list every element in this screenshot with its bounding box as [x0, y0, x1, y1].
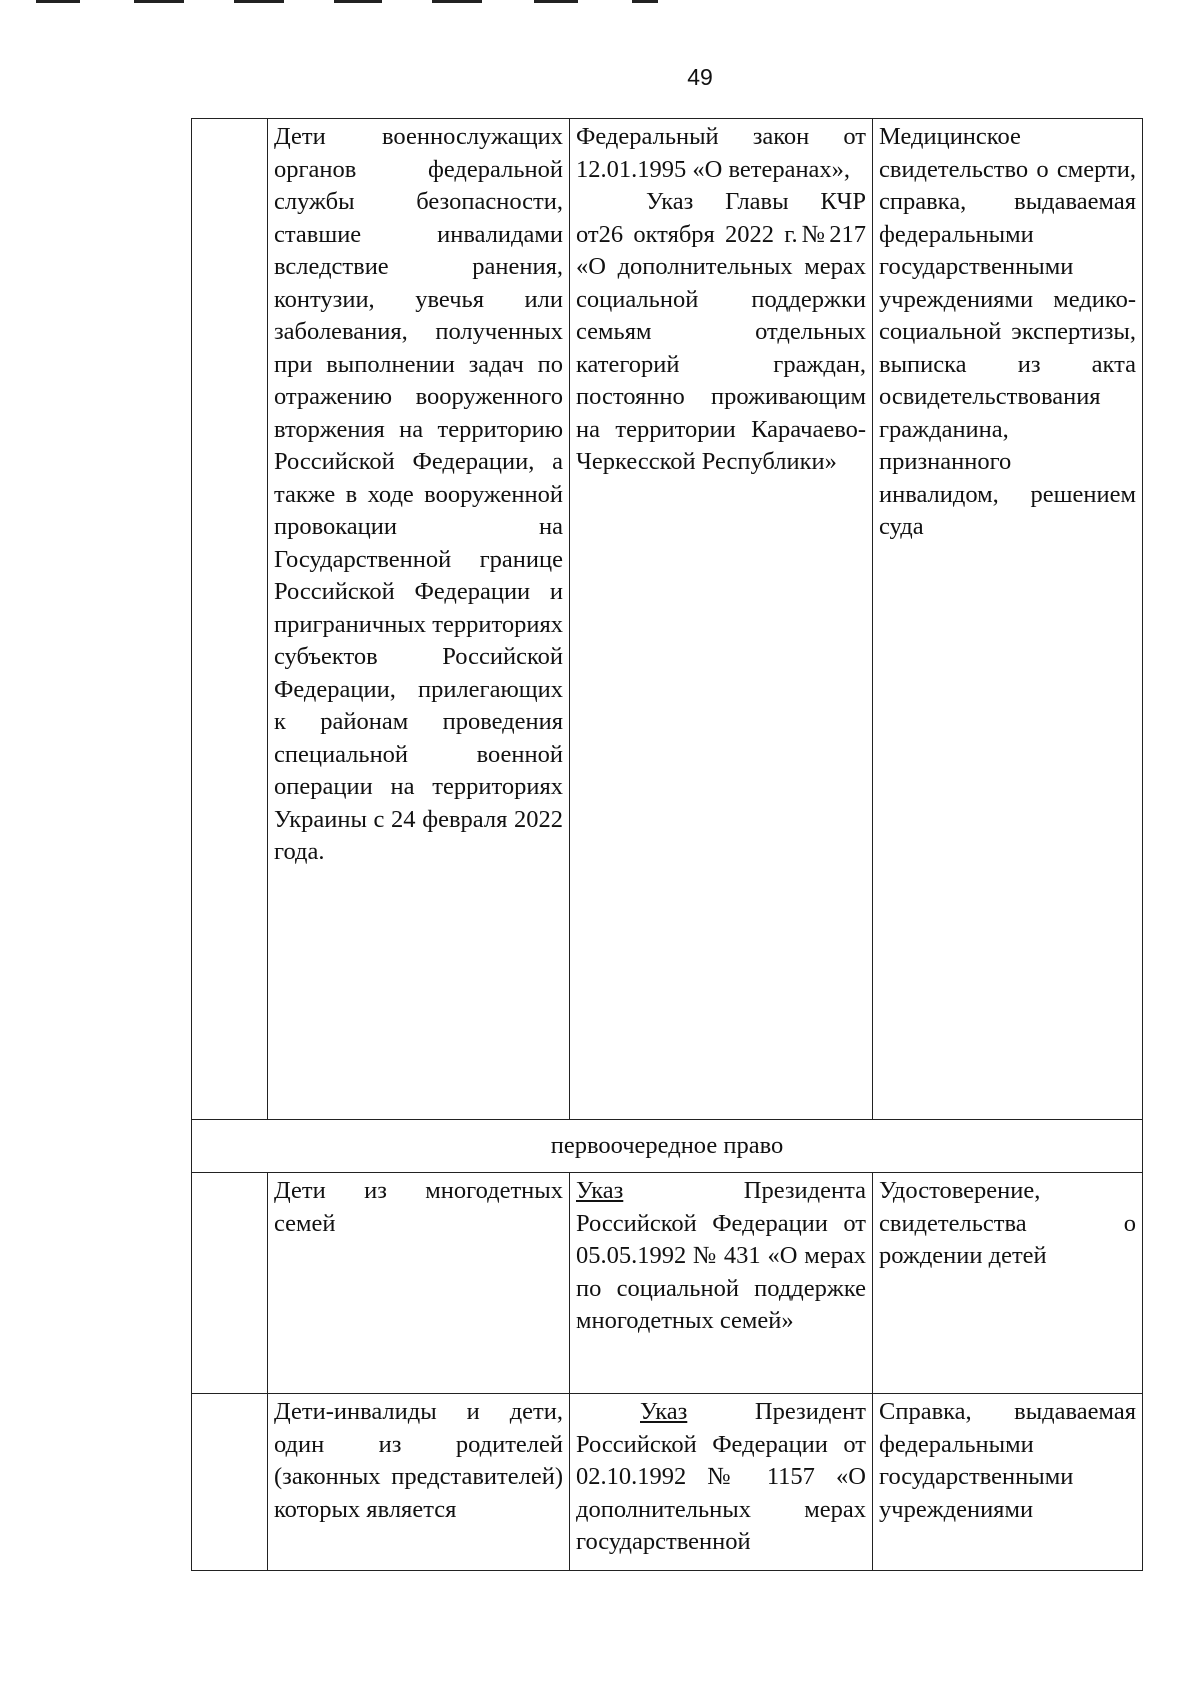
documents-cell: Удостоверение, свидетельства о рождении детей [873, 1173, 1143, 1394]
legal-basis-cell [570, 119, 873, 1120]
section-title: первоочередное право [192, 1120, 1143, 1173]
category-cell: Дети военнослужащих органов федеральной службы безопасности, ставшие инвалидами вследствие ранения, контузии, увечья или заболевания, полученных при выполнении задач по отражению вооруженного вторжения на территорию Российской Федерации, а также в ходе вооруженной провокации на Государственной границе Российской Федерации и приграничных территориях субъектов Российской Федерации, прилегающих к районам проведения специальной военной операции на территориях Украины с 24 февраля 2022 года. [268, 119, 570, 1120]
table-row [192, 1173, 1143, 1394]
legal-basis-cell [570, 1394, 873, 1571]
category-cell: Дети-инвалиды и дети, один из родителей (законных представителей) которых является [268, 1394, 570, 1571]
legal-basis-text: Президента Российской Федерации от 05.05.1992 № 431 «О мерах по социальной поддержке многодетных семей» [576, 1177, 866, 1334]
documents-cell: Медицинское свидетельство о смерти, справка, выдаваемая федеральными государственными учреждениями медико-социальной экспертизы, выписка из акта освидетельствования гражданина, признанного инвалидом, решением суда [873, 119, 1143, 1120]
legal-basis-part2: Указ Главы КЧР от26 октября 2022 г.№217 «О дополнительных мерах социальной поддержки семьям отдельных категорий граждан, постоянно проживающим на территории Карачаево-Черкесской Республики» [576, 188, 866, 475]
decree-label: Указ [640, 1398, 688, 1425]
table-row [192, 119, 1143, 1120]
section-header-row [192, 1120, 1143, 1173]
legal-basis-text: Президент Российской Федерации от 02.10.1992 № 1157 «О дополнительных мерах государственной [576, 1398, 866, 1555]
benefits-table [191, 118, 1143, 1571]
legal-basis-part1: Федеральный закон от 12.01.1995 «О ветеранах», [576, 123, 866, 183]
category-cell: Дети из многодетных семей [268, 1173, 570, 1394]
page-number: 49 [687, 64, 713, 90]
documents-cell: Справка, выдаваемая федеральными государственными учреждениями [873, 1394, 1143, 1571]
row-number-cell [192, 1394, 268, 1571]
row-number-cell [192, 1173, 268, 1394]
row-number-cell [192, 119, 268, 1120]
decree-label: Указ [576, 1177, 624, 1204]
legal-basis-cell [570, 1173, 873, 1394]
table-row [192, 1394, 1143, 1571]
